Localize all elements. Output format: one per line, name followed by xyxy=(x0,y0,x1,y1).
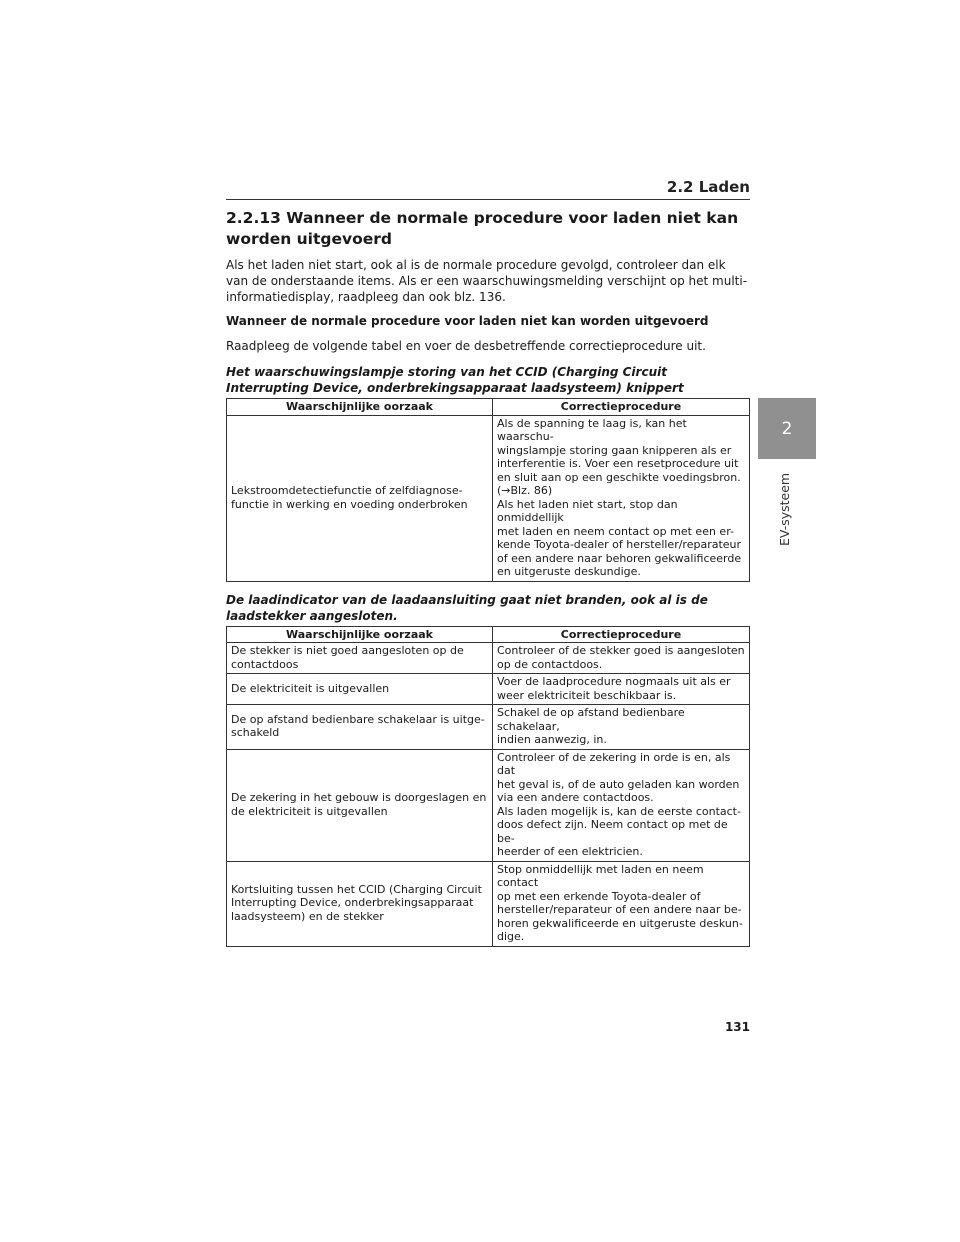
chapter-tab xyxy=(758,398,816,459)
table-row xyxy=(227,705,750,750)
table1-header-row xyxy=(227,399,750,416)
fix-cell: Stop onmiddellijk met laden en neem contact op met een erkende Toyota-dealer of hersteller/reparateur of een andere naar be- horen gekwalificeerde en uitgeruste deskun- dige. xyxy=(493,861,750,946)
fix-cell: Controleer of de zekering in orde is en, als dat het geval is, of de auto geladen kan worden via een andere contactdoos. Als laden mogelijk is, kan de eerste contact- doos defect zijn. Neem contact op met de be- heerder of een elektricien. xyxy=(493,749,750,861)
table-row xyxy=(227,674,750,705)
fix-cell: Als de spanning te laag is, kan het waarschu- wingslampje storing gaan knipperen als er interferentie is. Voer een resetprocedure uit en sluit aan op een geschikte voedingsbron. (→Blz. 86) Als het laden niet start, stop dan onmiddellijk met laden en neem contact op met een er- kende Toyota-dealer of hersteller/reparateur of een andere naar behoren gekwalificeerde en uitgeruste deskundige. xyxy=(493,415,750,581)
table1-header-fix: Correctieprocedure xyxy=(493,399,750,416)
fix-cell: Schakel de op afstand bedienbare schakelaar, indien aanwezig, in. xyxy=(493,705,750,750)
cause-cell: De zekering in het gebouw is doorgeslagen en de elektriciteit is uitgevallen xyxy=(227,749,493,861)
fix-cell: Voer de laadprocedure nogmaals uit als er weer elektriciteit beschikbaar is. xyxy=(493,674,750,705)
table1-header-cause: Waarschijnlijke oorzaak xyxy=(227,399,493,416)
cause-cell: De op afstand bedienbare schakelaar is uitge- schakeld xyxy=(227,705,493,750)
subheading: Wanneer de normale procedure voor laden niet kan worden uitgevoerd xyxy=(226,314,709,328)
page-content xyxy=(226,208,750,957)
chapter-label: EV-systeem xyxy=(777,472,792,546)
cause-cell: Kortsluiting tussen het CCID (Charging Circuit Interrupting Device, onderbrekingsapparaat laadsysteem) en de stekker xyxy=(227,861,493,946)
table-row xyxy=(227,749,750,861)
lead-paragraph: Raadpleeg de volgende tabel en voer de desbetreffende correctieprocedure uit. xyxy=(226,339,706,353)
cause-cell: De elektriciteit is uitgevallen xyxy=(227,674,493,705)
section-header: 2.2 Laden xyxy=(666,178,750,196)
table2-header-cause: Waarschijnlijke oorzaak xyxy=(227,626,493,643)
table2 xyxy=(226,626,750,947)
fix-cell: Controleer of de stekker goed is aangesloten op de contactdoos. xyxy=(493,643,750,674)
table2-header-fix: Correctieprocedure xyxy=(493,626,750,643)
intro-paragraph: Als het laden niet start, ook al is de normale procedure gevolgd, controleer dan elk van de onderstaande items. Als er een waarschuwingsmelding verschijnt op het multi-informatiedisplay, raadpleeg dan ook blz. 136. xyxy=(226,258,748,304)
table1 xyxy=(226,398,750,582)
section-title: 2.2.13 Wanneer de normale procedure voor laden niet kan worden uitgevoerd xyxy=(226,209,739,248)
table-row xyxy=(227,415,750,581)
table2-header-row xyxy=(227,626,750,643)
cause-cell: De stekker is niet goed aangesloten op de contactdoos xyxy=(227,643,493,674)
table1-caption: Het waarschuwingslampje storing van het CCID (Charging Circuit Interrupting Device, onderbrekingsapparaat laadsysteem) knippert xyxy=(226,365,684,395)
header-divider xyxy=(226,199,750,200)
table-row xyxy=(227,643,750,674)
table2-caption: De laadindicator van de laadaansluiting gaat niet branden, ook al is de laadstekker aangesloten. xyxy=(226,592,708,623)
chapter-number: 2 xyxy=(781,418,793,439)
page-number: 131 xyxy=(724,1020,750,1034)
table-row xyxy=(227,861,750,946)
cause-cell: Lekstroomdetectiefunctie of zelfdiagnose- functie in werking en voeding onderbroken xyxy=(227,415,493,581)
